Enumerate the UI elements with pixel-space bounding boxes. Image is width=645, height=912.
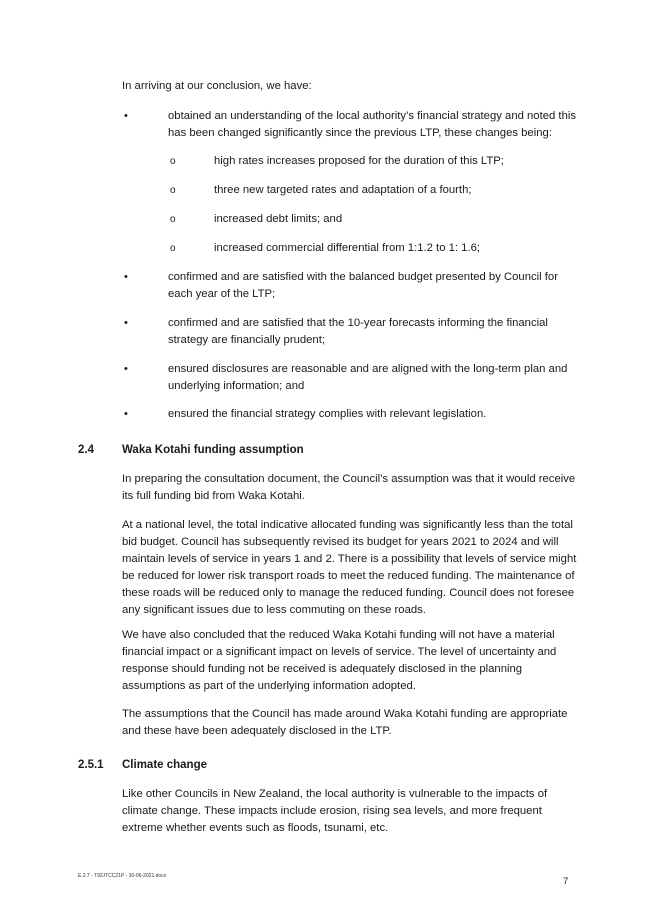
bullet-balanced-budget: confirmed and are satisfied with the balanced budget presented by Council for each year of the LTP; xyxy=(168,271,558,300)
bullet-financial-strategy: obtained an understanding of the local authority’s financial strategy and noted this has been changed significantly since the previous LTP, these changes being: xyxy=(168,110,577,139)
sub-bullet-marker: o xyxy=(170,243,176,254)
bullet-marker: • xyxy=(124,317,128,329)
bullet-forecasts-prudent: confirmed and are satisfied that the 10-year forecasts informing the financial strategy are financially prudent; xyxy=(168,317,548,346)
section-heading: Climate change xyxy=(122,759,207,771)
footer-file-reference: E.2.7 - T92JTCC21P - 30-06-2021.docx xyxy=(78,873,167,879)
intro-paragraph: In arriving at our conclusion, we have: xyxy=(122,80,312,92)
bullet-marker: • xyxy=(124,408,128,420)
sub-bullet-marker: o xyxy=(170,185,176,196)
paragraph-consultation: In preparing the consultation document, the Council’s assumption was that it would receive its full funding bid from Waka Kotahi. xyxy=(122,473,576,502)
bullet-marker: • xyxy=(124,363,128,375)
paragraph-climate-change: Like other Councils in New Zealand, the local authority is vulnerable to the impacts of climate change. These impacts include erosion, rising sea levels, and more frequent extreme whether events such as floods, tsunami, etc. xyxy=(122,788,548,834)
sub-bullet-targeted-rates: three new targeted rates and adaptation of a fourth; xyxy=(214,184,472,196)
bullet-disclosures: ensured disclosures are reasonable and are aligned with the long-term plan and underlying information; and xyxy=(168,363,568,392)
sub-bullet-rates-increases: high rates increases proposed for the duration of this LTP; xyxy=(214,155,504,167)
paragraph-assumptions: The assumptions that the Council has made around Waka Kotahi funding are appropriate and these have been adequately disclosed in the LTP. xyxy=(122,708,568,737)
section-number: 2.4 xyxy=(78,444,94,456)
section-heading: Waka Kotahi funding assumption xyxy=(122,444,304,456)
paragraph-national-funding: At a national level, the total indicative allocated funding was significantly less than the total bid budget. Council has subsequently revised its budget for years 2021 to 2024 and will maintain levels of service in years 1 and 2. There is a possibility that levels of service might be reduced for lower risk transport roads to meet the reduced funding. The maintenance of these roads will be reduced only to manage the reduced funding. Council does not foresee any significant issues due to less commuting on these roads. xyxy=(122,519,577,616)
bullet-legislation: ensured the financial strategy complies with relevant legislation. xyxy=(168,408,487,420)
page-number: 7 xyxy=(563,876,569,887)
section-number: 2.5.1 xyxy=(78,759,104,771)
bullet-marker: • xyxy=(124,271,128,283)
sub-bullet-marker: o xyxy=(170,214,176,225)
sub-bullet-debt-limits: increased debt limits; and xyxy=(214,213,343,225)
paragraph-conclusion: We have also concluded that the reduced Waka Kotahi funding will not have a material financial impact or a significant impact on levels of service. The level of uncertainty and response should funding not be received is adequately disclosed in the planning assumptions as part of the underlying information adopted. xyxy=(122,629,557,692)
sub-bullet-marker: o xyxy=(170,156,176,167)
sub-bullet-commercial-differential: increased commercial differential from 1:1.2 to 1: 1.6; xyxy=(214,242,481,254)
bullet-marker: • xyxy=(124,110,128,122)
